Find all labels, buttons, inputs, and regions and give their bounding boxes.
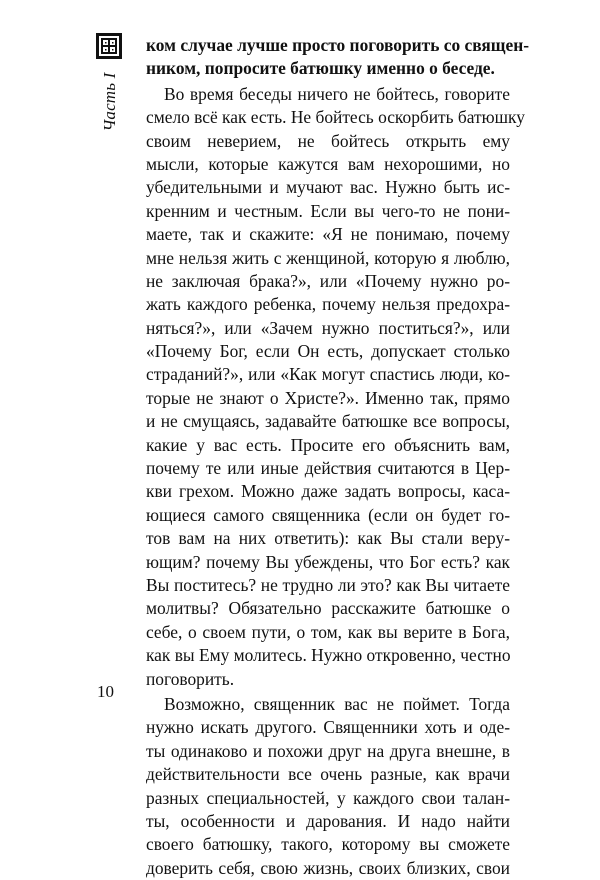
text-line: своего батюшку, такого, которому вы сможете: [146, 834, 510, 855]
text-line: жать каждого ребенка, почему нельзя предохра-: [146, 294, 510, 315]
text-line: кренним и честным. Если вы чего-то не пони-: [146, 200, 510, 221]
text-line: ты, особенности и дарования. И надо найти: [146, 810, 510, 831]
paragraph-2: [146, 83, 525, 691]
text-line: убедительными и мучают вас. Нужно быть ис-: [146, 177, 510, 198]
text-line: мне нельзя жить с женщиной, которую я люблю,: [146, 247, 510, 268]
text-line: нужно искать другого. Священники хоть и оде-: [146, 717, 510, 738]
text-line: смело всё как есть. Не бойтесь оскорбить батюшку: [146, 107, 525, 128]
text-line: поговорить.: [146, 668, 235, 689]
text-line: и не смущаясь, задавайте батюшке все вопросы,: [146, 411, 510, 432]
text-line: мысли, которые кажутся вам нехорошими, но: [146, 153, 510, 174]
text-line: почему те или иные действия считаются в Цер-: [146, 458, 510, 479]
text-line: молитвы? Обязательно расскажите батюшке о: [146, 598, 510, 619]
text-line: себе, о своем пути, о том, как вы верите в Бога,: [146, 621, 510, 642]
paragraph-3: [146, 693, 510, 880]
text-line: не заключая брака?», или «Почему нужно ро-: [146, 270, 510, 291]
text-line: кви грехом. Можно даже задать вопросы, каса-: [146, 481, 510, 502]
text-line: Во время беседы ничего не бойтесь, говорите: [164, 83, 510, 104]
paragraph-1: [146, 34, 530, 81]
text-line: Вы поститесь? не трудно ли это? как Вы читаете: [146, 574, 510, 595]
body-text: [146, 34, 530, 880]
text-line: ющим? почему Вы убеждены, что Бог есть? как: [146, 551, 510, 572]
text-line: торые не знают о Христе?». Именно так, прямо: [146, 387, 510, 408]
text-line: няться?», или «Зачем нужно поститься?», или: [146, 317, 510, 338]
text-line: своим неверием, не бойтесь открыть ему: [146, 130, 510, 151]
text-line: какие у вас есть. Просите его объяснить вам,: [146, 434, 510, 455]
text-line: как вы Ему молитесь. Нужно откровенно, честно: [146, 645, 511, 666]
page-number: 10: [97, 682, 114, 701]
text-line: действительности все очень разные, как врачи: [146, 764, 510, 785]
text-line: страданий?», или «Как могут спастись люди, ко-: [146, 364, 510, 385]
text-line: ты одинаково и похожи друг на друга внешне, в: [146, 740, 510, 761]
text-line: разных специальностей, у каждого свои талан-: [146, 787, 510, 808]
text-line: ющиеся самого священника (если он будет го-: [146, 504, 510, 525]
text-line: доверить себя, свою жизнь, своих близких, свои: [146, 857, 510, 878]
text-line: «Почему Бог, если Он есть, допускает столько: [146, 341, 510, 362]
text-line: ником, попросите батюшку именно о беседе.: [146, 58, 495, 79]
running-head: Часть I: [100, 72, 119, 132]
text-line: маете, так и скажите: «Я не понимаю, почему: [146, 224, 510, 245]
ornament-icon: [96, 33, 122, 59]
text-line: Возможно, священник вас не поймет. Тогда: [164, 693, 510, 714]
text-line: тов вам на них ответить): как Вы стали веру-: [146, 528, 510, 549]
text-line: ком случае лучше просто поговорить со священ-: [146, 35, 530, 55]
